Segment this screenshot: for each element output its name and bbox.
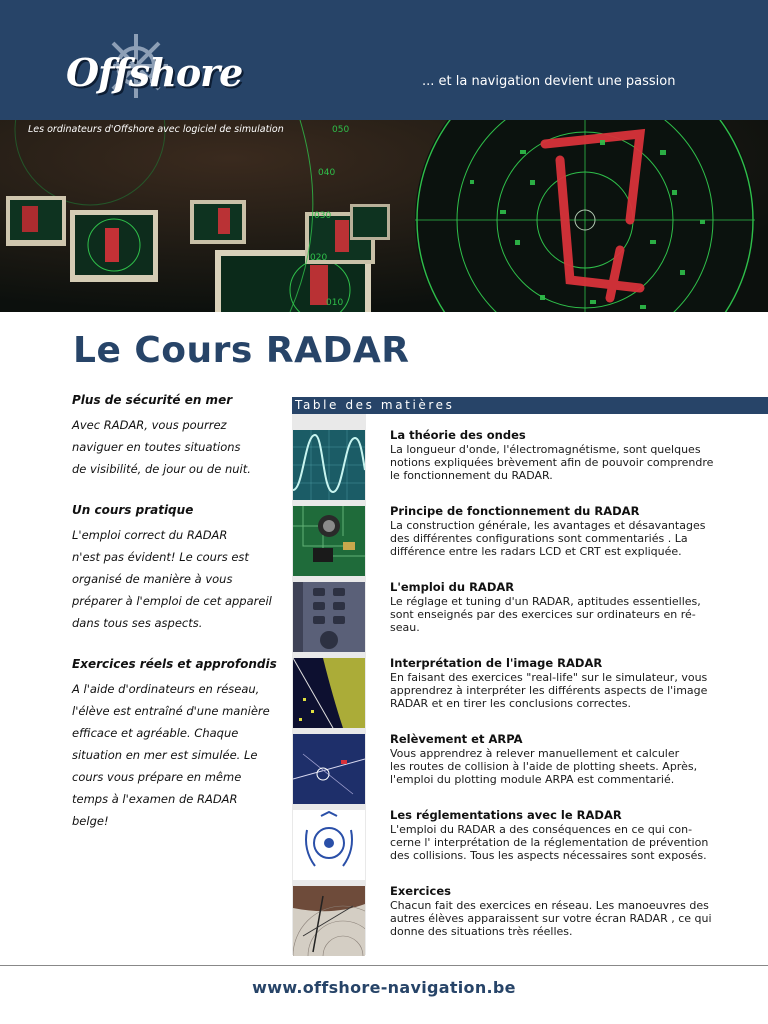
toc-item-heading: Les réglementations avec le RADAR (390, 808, 622, 822)
section-text-line: temps à l'examen de RADAR (72, 792, 238, 806)
toc-item-radar-principle (390, 504, 760, 558)
radar-scope-graphic (415, 120, 755, 312)
toc-desc-line: La longueur d'onde, l'électromagnétisme, sont quelques (390, 443, 701, 456)
toc-item-heading: Relèvement et ARPA (390, 732, 523, 746)
toc-item-description (390, 671, 760, 710)
section-text-line: Avec RADAR, vous pourrez (72, 418, 227, 432)
toc-item-exercises (390, 884, 760, 938)
toc-item-heading: Exercices (390, 884, 451, 898)
intro-section (72, 502, 277, 634)
toc-item-heading: La théorie des ondes (390, 428, 526, 442)
header (0, 0, 768, 120)
section-text-line: préparer à l'emploi de cet appareil (72, 594, 272, 608)
bearing-label: 030 (314, 211, 332, 221)
toc-desc-line: Le réglage et tuning d'un RADAR, aptitudes essentielles, (390, 595, 701, 608)
toc-item-bearing-arpa (390, 732, 760, 786)
logo-text: Offshore (66, 50, 243, 95)
toc-desc-line: différence entre les radars LCD et CRT est expliquée. (390, 545, 682, 558)
toc-desc-line: l'emploi du plotting module ARPA est commentarié. (390, 773, 675, 786)
banner-caption: Les ordinateurs d'Offshore avec logiciel de simulation (28, 124, 284, 135)
section-text-line: cours vous prépare en même (72, 770, 242, 784)
toc-desc-line: La construction générale, les avantages et désavantages (390, 519, 706, 532)
toc-desc-line: cerne l' interprétation de la réglementation de prévention (390, 836, 709, 849)
section-text-line: dans tous ses aspects. (72, 616, 203, 630)
website-link[interactable]: www.offshore-navigation.be (252, 978, 516, 997)
toc-item-description (390, 747, 760, 786)
toc-desc-line: notions expliquées brèvement afin de pouvoir comprendre (390, 456, 714, 469)
offshore-logo[interactable] (66, 42, 243, 106)
toc-desc-line: Chacun fait des exercices en réseau. Les manoeuvres des (390, 899, 709, 912)
monitor-1 (6, 196, 66, 246)
section-text-line: efficace et agréable. Chaque (72, 726, 239, 740)
footer-divider (0, 965, 768, 966)
section-text-line: belge! (72, 814, 109, 828)
section-text-line: A l'aide d'ordinateurs en réseau, (72, 682, 260, 696)
section-text-line: situation en mer est simulée. Le (72, 748, 258, 762)
intro-section (72, 656, 277, 832)
toc-item-description (390, 899, 760, 938)
toc-desc-line: les routes de collision à l'aide de plotting sheets. Après, (390, 760, 698, 773)
imo-emblem-thumbnail (293, 810, 365, 880)
page-title: Le Cours RADAR (73, 330, 410, 371)
toc-item-description (390, 519, 760, 558)
toc-item-description (390, 595, 760, 634)
toc-item-heading: Principe de fonctionnement du RADAR (390, 504, 640, 518)
toc-item-image-interpretation (390, 656, 760, 710)
radar-keypad-thumbnail (293, 582, 365, 652)
section-text-line: organisé de manière à vous (72, 572, 233, 586)
toc-header-bar (292, 397, 768, 414)
section-heading: Un cours pratique (72, 503, 194, 517)
toc-item-description (390, 823, 760, 862)
section-text-line: L'emploi correct du RADAR (72, 528, 228, 542)
toc-title: Table des matières (295, 398, 455, 412)
section-text-line: n'est pas évident! Le cours est (72, 550, 249, 564)
toc-desc-line: des collisions. Tous les aspects nécessaires sont exposés. (390, 849, 707, 862)
section-text-line: de visibilité, de jour ou de nuit. (72, 462, 251, 476)
section-text-line: l'élève est entraîné d'une manière (72, 704, 270, 718)
toc-item-radar-use (390, 580, 760, 634)
tagline: ... et la navigation devient une passion (422, 74, 676, 89)
toc-desc-line: sont enseignés par des exercices sur ordinateurs en ré- (390, 608, 696, 621)
bearing-label: 010 (326, 298, 344, 308)
intro-column (72, 392, 277, 854)
toc-desc-line: des différentes configurations sont commentariés . La (390, 532, 688, 545)
toc-desc-line: autres élèves apparaissent sur votre écran RADAR , ce qui (390, 912, 712, 925)
section-text-line: naviguer en toutes situations (72, 440, 241, 454)
toc-item-regulations (390, 808, 760, 862)
section-heading: Exercices réels et approfondis (72, 657, 277, 671)
toc-desc-line: L'emploi du RADAR a des conséquences en ce qui con- (390, 823, 693, 836)
toc-desc-line: En faisant des exercices "real-life" sur le simulateur, vous (390, 671, 708, 684)
bearing-label: 020 (310, 253, 328, 263)
toc-desc-line: le fonctionnement du RADAR. (390, 469, 553, 482)
intro-section (72, 392, 277, 480)
toc-item-description (390, 443, 760, 482)
section-heading: Plus de sécurité en mer (72, 393, 233, 407)
toc-item-wave-theory (390, 428, 760, 482)
circuit-board-thumbnail (293, 506, 365, 576)
toc-item-heading: L'emploi du RADAR (390, 580, 515, 594)
radar-montage-image (0, 120, 768, 312)
banner-photo (0, 120, 768, 312)
toc-desc-line: Vous apprendrez à relever manuellement et calculer (390, 747, 680, 760)
wave-oscilloscope-thumbnail (293, 430, 365, 500)
bearing-label: 040 (318, 168, 336, 178)
bearing-label: 050 (332, 125, 350, 135)
toc-desc-line: RADAR et en tirer les conclusions correctes. (390, 697, 632, 710)
toc-item-heading: Interprétation de l'image RADAR (390, 656, 603, 670)
toc-desc-line: donne des situations très réelles. (390, 925, 573, 938)
arpa-plot-thumbnail (293, 734, 365, 804)
toc-desc-line: apprendrez à interpréter les différents aspects de l'image (390, 684, 708, 697)
plotting-exercise-thumbnail (293, 886, 365, 956)
radar-image-thumbnail (293, 658, 365, 728)
toc-desc-line: seau. (390, 621, 420, 634)
